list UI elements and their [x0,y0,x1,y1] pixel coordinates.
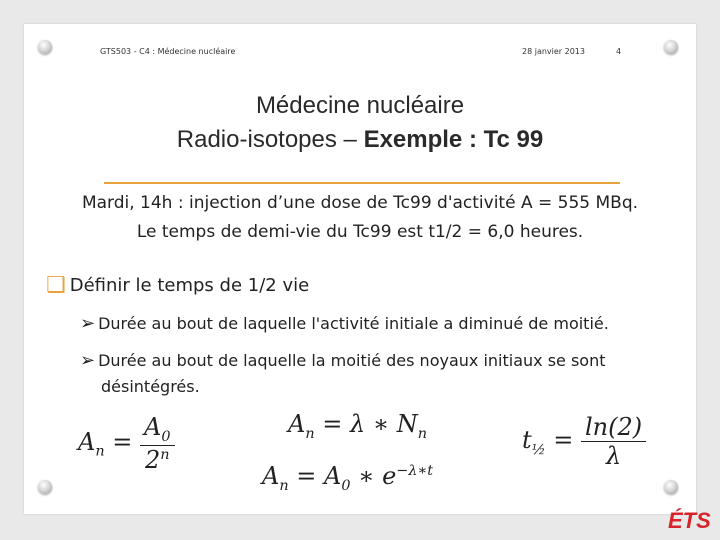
formula-activity-halving: $A_n$ = $\frac{A_0}{2^n}$ [78,413,175,474]
sub-bullet-1-text: Durée au bout de laquelle l'activité initiale a diminué de moitié. [98,314,609,333]
f1-lhs-sub: n [95,443,105,460]
f2-lhs-sub: n [305,425,315,442]
title-example: Exemple : Tc 99 [363,126,544,153]
header-date: 28 janvier 2013 [522,47,585,56]
f4-lhs: t [522,426,532,454]
f3-lhs-sub: n [279,477,289,494]
sub-bullet-2-continuation: désintégrés. [101,377,200,396]
arrow-bullet-icon: ➢ [80,313,96,334]
q-bullet-icon: ❑ [46,273,66,298]
f1-den-sup: n [160,446,170,463]
f2-rhs-sub: n [417,425,428,442]
f3-rhs-sup: −λ∗t [396,463,434,479]
pin-top-right [664,40,678,54]
f1-num: A [144,413,162,441]
title-line-2 [0,126,720,154]
f1-lhs: A [78,427,96,456]
formula-half-life: $t_{\frac{1}{2}}$ = $\frac{\ln(2)}{\lambda}$ [522,413,646,470]
sub-bullet-1 [80,313,609,334]
sub-bullet-2-text: Durée au bout de laquelle la moitié des noyaux initiaux se sont [98,351,606,370]
f3-rhs-exp: ∗ e [350,462,397,490]
header-course: GTS503 - C4 : Médecine nucléaire [100,47,236,56]
f4-fraction [581,413,646,470]
f3-rhs-sub: 0 [341,477,351,494]
title-divider [104,182,620,184]
ets-logo: ÉTS [668,508,711,533]
header-page-number: 4 [616,47,622,56]
f3-lhs: A [262,462,280,490]
title-prefix: Radio-isotopes – [176,126,364,153]
f1-num-sub: 0 [161,428,171,445]
intro-line-2: Le temps de demi-vie du Tc99 est t1/2 = 6,0 heures. [136,222,584,242]
pin-bottom-right [664,480,678,494]
title-line-1 [0,92,720,120]
formula-activity-exponential [262,462,433,494]
f1-den: 2 [144,445,161,474]
intro-line-1: Mardi, 14h : injection d’une dose de Tc99 d'activité A = 555 MBq. [81,193,639,213]
f4-num: ln(2) [581,413,646,442]
arrow-bullet-icon: ➢ [80,350,96,371]
sub-bullet-2 [80,350,606,371]
f2-lhs: A [288,410,306,438]
formula-activity-lambda [288,410,427,442]
f4-den: λ [605,442,622,470]
f4-lhs-sub: ½ [531,441,546,458]
main-bullet [46,272,309,297]
f3-rhs: = A [296,462,342,490]
f1-fraction [140,413,175,474]
title-main: Médecine nucléaire [255,92,465,119]
main-bullet-text: Définir le temps de 1/2 vie [69,275,310,296]
pin-bottom-left [38,480,52,494]
f2-rhs: = λ ∗ N [322,410,418,438]
pin-top-left [38,40,52,54]
